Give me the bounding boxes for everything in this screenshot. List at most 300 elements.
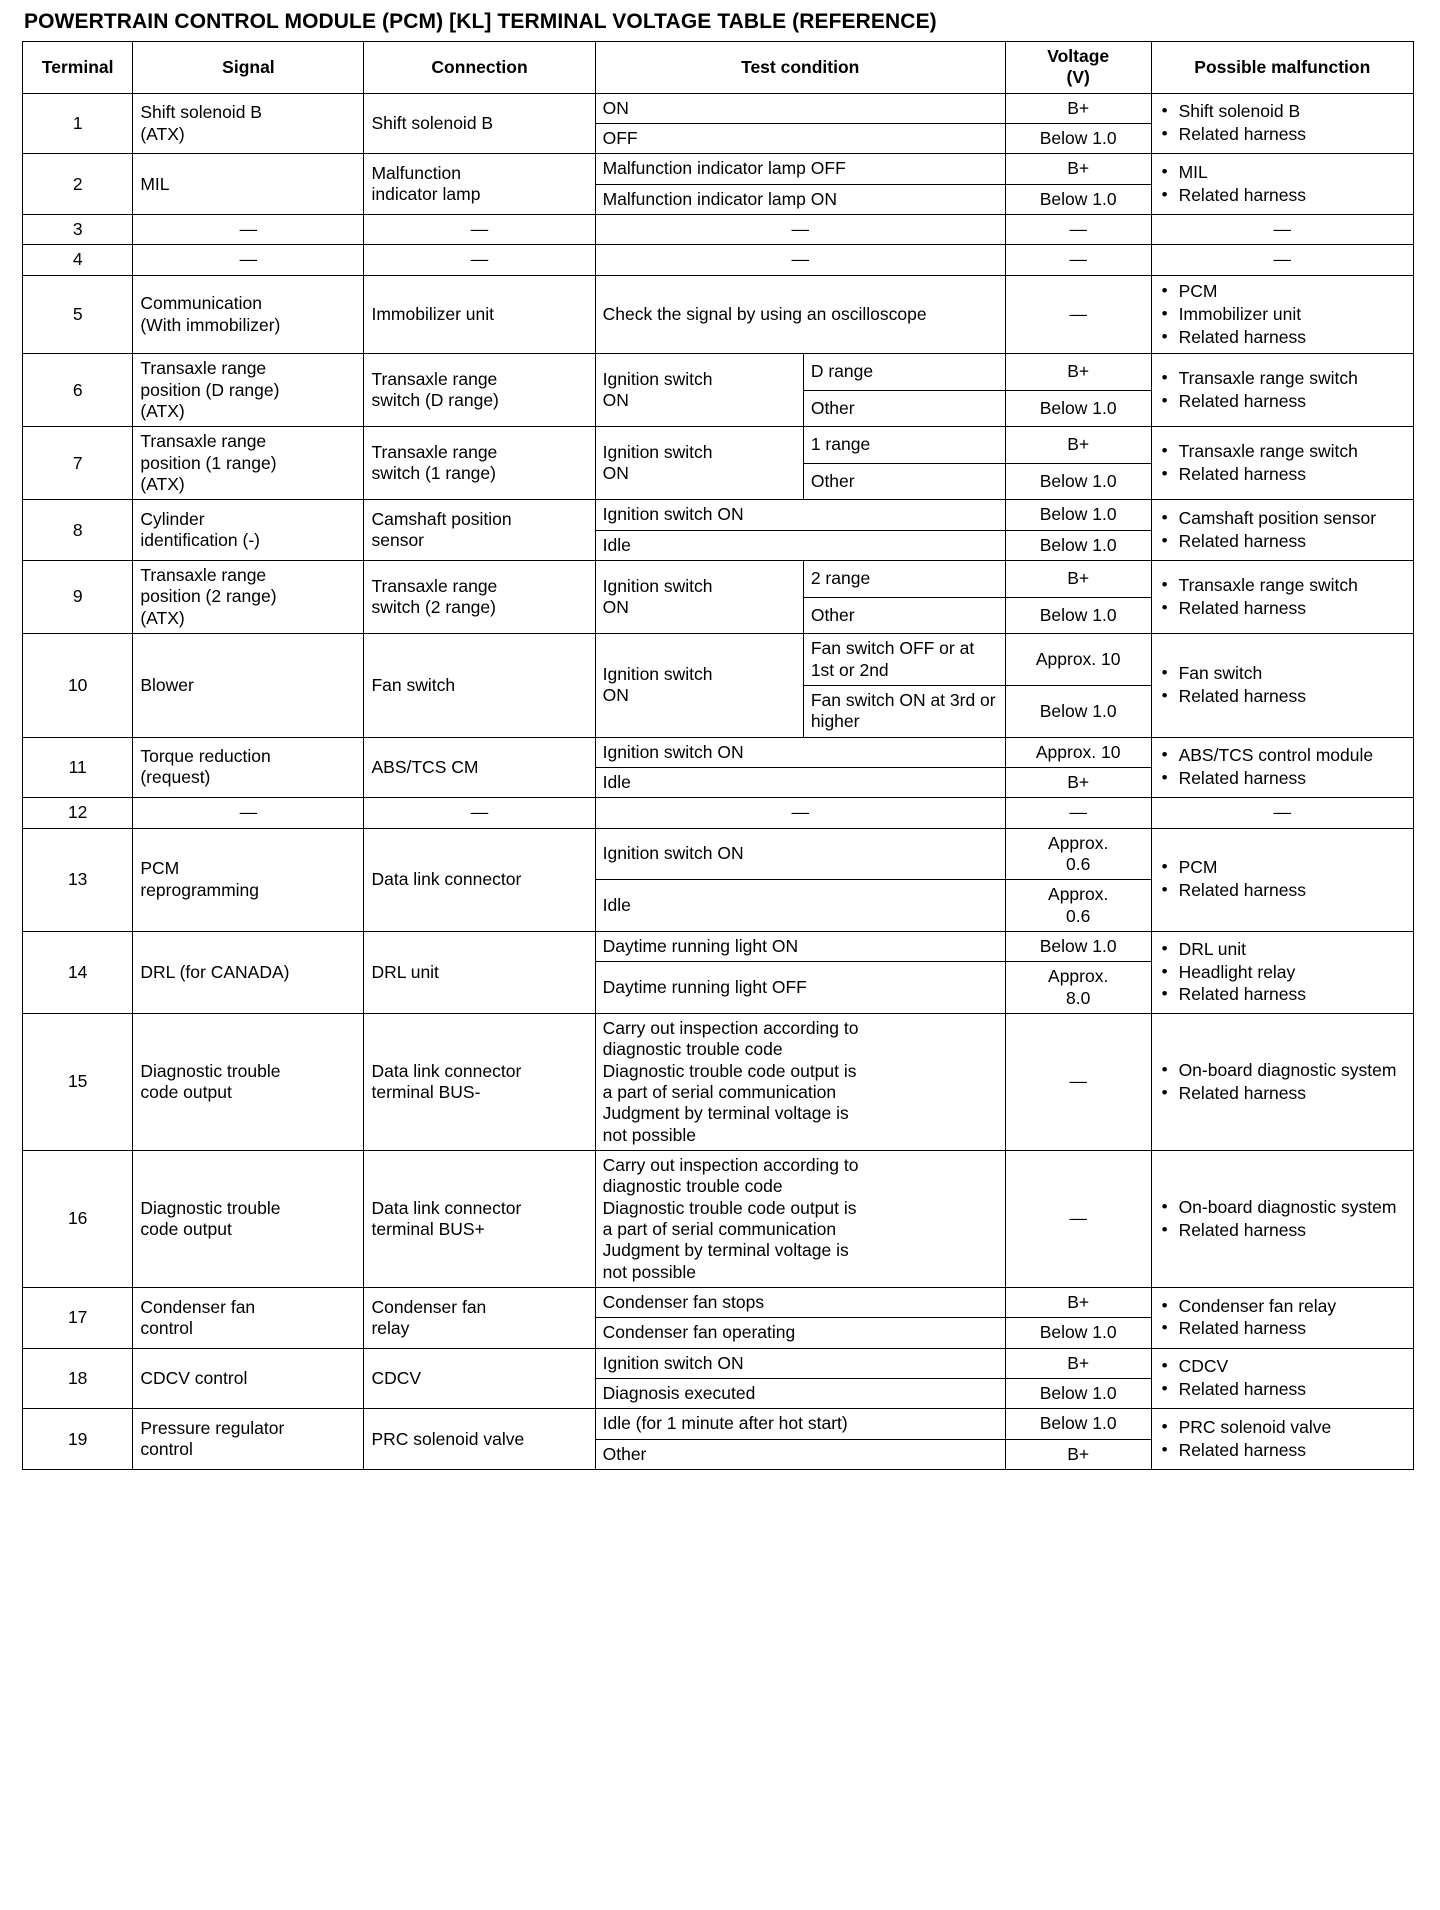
malfunction-item: • Related harness	[1177, 686, 1406, 708]
text-line: switch (1 range)	[371, 463, 496, 484]
text-line: Blower	[140, 674, 194, 695]
malfunction-item: • Related harness	[1177, 1220, 1406, 1242]
cell-voltage: Below 1.0	[1005, 390, 1151, 427]
text-line: Transaxle range	[140, 431, 267, 452]
table-row	[23, 245, 1414, 275]
cell-voltage: B+	[1005, 427, 1151, 464]
text-line: ON	[602, 390, 629, 411]
text-line: Data link connector	[371, 1060, 522, 1081]
text-line: indicator lamp	[371, 184, 481, 205]
text-line: Carry out inspection according to	[602, 1155, 859, 1176]
cell-terminal: 9	[23, 561, 133, 634]
cell-test-condition: —	[595, 215, 1005, 245]
text-line: diagnostic trouble code	[602, 1039, 783, 1060]
cell-possible-malfunction: —	[1151, 245, 1413, 275]
table-row	[23, 500, 1414, 530]
cell-signal	[133, 427, 364, 500]
text-line: Diagnostic trouble	[140, 1060, 281, 1081]
cell-terminal: 5	[23, 275, 133, 354]
text-line: switch (D range)	[371, 390, 499, 411]
cell-connection	[364, 737, 595, 798]
cell-connection	[364, 275, 595, 354]
malfunction-item: • ABS/TCS control module	[1177, 745, 1406, 767]
cell-test-condition: Malfunction indicator lamp OFF	[595, 154, 1005, 184]
text-line: relay	[371, 1317, 410, 1338]
cell-test-condition: Idle	[595, 767, 1005, 797]
table-row	[23, 798, 1414, 828]
text-line: Diagnostic trouble code output is	[602, 1060, 857, 1081]
text-line: Communication	[140, 293, 262, 314]
cell-terminal: 8	[23, 500, 133, 561]
text-line: Diagnostic trouble	[140, 1197, 281, 1218]
cell-voltage: Below 1.0	[1005, 685, 1151, 737]
cell-voltage: Below 1.0	[1005, 597, 1151, 634]
table-row	[23, 275, 1414, 354]
text-line: terminal BUS+	[371, 1219, 485, 1240]
cell-connection	[364, 354, 595, 427]
cell-signal	[133, 828, 364, 931]
text-line: (ATX)	[140, 474, 185, 495]
cell-test-condition: Ignition switch ON	[595, 1348, 1005, 1378]
terminal-voltage-table	[22, 41, 1414, 1470]
malfunction-list	[1159, 162, 1406, 207]
cell-signal	[133, 1013, 364, 1150]
text-line: Ignition switch	[602, 442, 713, 463]
text-line: (ATX)	[140, 607, 185, 628]
text-line: DRL unit	[371, 961, 439, 982]
cell-test-condition: Ignition switch ON	[595, 828, 1005, 880]
text-line: —	[470, 249, 489, 270]
header-test-condition: Test condition	[595, 42, 1005, 94]
text-line: Ignition switch	[602, 575, 713, 596]
cell-voltage: Below 1.0	[1005, 530, 1151, 560]
cell-test-condition: —	[595, 245, 1005, 275]
cell-signal	[133, 1409, 364, 1470]
text-line: position (2 range)	[140, 586, 277, 607]
cell-connection	[364, 1013, 595, 1150]
text-line: Transaxle range	[371, 442, 498, 463]
cell-voltage: —	[1005, 798, 1151, 828]
cell-voltage: Below 1.0	[1005, 1409, 1151, 1439]
text-line: Data link connector	[371, 1197, 522, 1218]
cell-test-condition: Ignition switch ON	[595, 737, 1005, 767]
text-line: code output	[140, 1082, 232, 1102]
malfunction-item: • Related harness	[1177, 984, 1406, 1006]
text-line: reprogramming	[140, 879, 260, 900]
malfunction-list	[1159, 1197, 1406, 1242]
cell-connection	[364, 93, 595, 154]
text-line: DRL (for CANADA)	[140, 961, 290, 982]
text-line: diagnostic trouble code	[602, 1176, 783, 1197]
malfunction-item: • Related harness	[1177, 391, 1406, 413]
table-row	[23, 634, 1414, 686]
malfunction-item: • Related harness	[1177, 1318, 1406, 1340]
cell-test-condition	[595, 1013, 1005, 1150]
cell-possible-malfunction	[1151, 931, 1413, 1013]
malfunction-item: • Transaxle range switch	[1177, 575, 1406, 597]
cell-test-condition-sub: 1 range	[803, 427, 1005, 464]
cell-voltage: Below 1.0	[1005, 1318, 1151, 1348]
text-line: ON	[602, 463, 629, 484]
cell-possible-malfunction	[1151, 828, 1413, 931]
cell-terminal: 15	[23, 1013, 133, 1150]
cell-connection	[364, 500, 595, 561]
cell-test-condition-sub: Other	[803, 463, 1005, 500]
page-title: POWERTRAIN CONTROL MODULE (PCM) [KL] TERMINAL VOLTAGE TABLE (REFERENCE)	[24, 10, 937, 33]
text-line: Immobilizer unit	[371, 303, 495, 324]
cell-signal	[133, 561, 364, 634]
cell-test-condition-sub: 2 range	[803, 561, 1005, 598]
table-row	[23, 427, 1414, 464]
cell-voltage: —	[1005, 275, 1151, 354]
text-line: identification (-)	[140, 530, 260, 551]
malfunction-item: • Related harness	[1177, 1083, 1406, 1105]
text-line: Transaxle range	[371, 369, 498, 390]
header-voltage-line2: (V)	[1066, 67, 1090, 88]
text-line: —	[239, 249, 258, 270]
text-line: control	[140, 1317, 193, 1338]
cell-possible-malfunction	[1151, 1288, 1413, 1349]
malfunction-item: • CDCV	[1177, 1356, 1406, 1378]
header-signal: Signal	[133, 42, 364, 94]
cell-signal	[133, 1348, 364, 1409]
cell-voltage: Approx. 10	[1005, 737, 1151, 767]
cell-possible-malfunction	[1151, 1151, 1413, 1288]
cell-test-condition: Idle (for 1 minute after hot start)	[595, 1409, 1005, 1439]
cell-voltage: Approx. 10	[1005, 634, 1151, 686]
text-line: switch (2 range)	[371, 597, 496, 618]
cell-signal	[133, 798, 364, 828]
malfunction-item: • Related harness	[1177, 531, 1406, 553]
text-line: —	[470, 219, 489, 240]
cell-connection	[364, 154, 595, 215]
malfunction-item: • DRL unit	[1177, 939, 1406, 961]
cell-voltage: Below 1.0	[1005, 1379, 1151, 1409]
malfunction-item: • Related harness	[1177, 464, 1406, 486]
cell-signal	[133, 737, 364, 798]
malfunction-item: • Related harness	[1177, 124, 1406, 146]
table-row	[23, 1348, 1414, 1378]
malfunction-list	[1159, 1417, 1406, 1462]
text-line: Pressure regulator	[140, 1417, 285, 1438]
table-row	[23, 561, 1414, 598]
malfunction-item: • MIL	[1177, 162, 1406, 184]
text-line: Condenser fan	[140, 1296, 256, 1317]
header-connection: Connection	[364, 42, 595, 94]
cell-connection	[364, 1409, 595, 1470]
text-line: CDCV control	[140, 1367, 248, 1388]
cell-possible-malfunction	[1151, 737, 1413, 798]
malfunction-item: • PRC solenoid valve	[1177, 1417, 1406, 1439]
cell-voltage: B+	[1005, 1348, 1151, 1378]
cell-voltage: —	[1005, 1013, 1151, 1150]
text-line: —	[239, 219, 258, 240]
table-row	[23, 931, 1414, 961]
cell-terminal: 6	[23, 354, 133, 427]
text-line: Data link connector	[371, 869, 522, 890]
cell-voltage: B+	[1005, 561, 1151, 598]
malfunction-list	[1159, 281, 1406, 349]
table-row	[23, 93, 1414, 123]
cell-terminal: 10	[23, 634, 133, 737]
cell-signal	[133, 1151, 364, 1288]
text-line: code output	[140, 1219, 232, 1240]
cell-signal	[133, 93, 364, 154]
text-line: a part of serial communication	[602, 1219, 837, 1240]
malfunction-list	[1159, 857, 1406, 902]
cell-signal	[133, 245, 364, 275]
table-body	[23, 93, 1414, 1469]
malfunction-item: • Related harness	[1177, 880, 1406, 902]
malfunction-item: • Related harness	[1177, 598, 1406, 620]
text-line: Fan switch	[371, 674, 456, 695]
table-row	[23, 1409, 1414, 1439]
table-row	[23, 1288, 1414, 1318]
text-line: ON	[602, 597, 629, 618]
cell-possible-malfunction	[1151, 500, 1413, 561]
cell-voltage: Approx. 0.6	[1005, 828, 1151, 880]
text-line: Ignition switch	[602, 664, 713, 684]
cell-test-condition: Ignition switch ON	[595, 500, 1005, 530]
cell-signal	[133, 354, 364, 427]
text-line: control	[140, 1439, 193, 1460]
malfunction-list	[1159, 663, 1406, 708]
cell-voltage: Below 1.0	[1005, 463, 1151, 500]
text-line: Judgment by terminal voltage is	[602, 1240, 849, 1261]
malfunction-item: • Fan switch	[1177, 663, 1406, 685]
cell-test-condition: Other	[595, 1439, 1005, 1469]
cell-voltage: —	[1005, 215, 1151, 245]
table-header	[23, 42, 1414, 94]
cell-test-condition-sub: Other	[803, 597, 1005, 634]
malfunction-item: • Related harness	[1177, 327, 1406, 349]
cell-test-condition-sub: Other	[803, 390, 1005, 427]
cell-terminal: 16	[23, 1151, 133, 1288]
cell-signal	[133, 931, 364, 1013]
cell-test-condition: —	[595, 798, 1005, 828]
header-row	[23, 42, 1414, 94]
malfunction-item: • Related harness	[1177, 1379, 1406, 1401]
cell-test-condition	[595, 1151, 1005, 1288]
text-line: PCM	[140, 858, 180, 879]
cell-terminal: 17	[23, 1288, 133, 1349]
cell-test-condition-sub: Fan switch OFF or at 1st or 2nd	[803, 634, 1005, 686]
text-line: Transaxle range	[371, 575, 498, 596]
malfunction-list	[1159, 575, 1406, 620]
malfunction-item: • Related harness	[1177, 1440, 1406, 1462]
header-voltage	[1005, 42, 1151, 94]
malfunction-item: • Related harness	[1177, 768, 1406, 790]
cell-voltage: Below 1.0	[1005, 931, 1151, 961]
cell-test-condition: Condenser fan operating	[595, 1318, 1005, 1348]
cell-terminal: 7	[23, 427, 133, 500]
malfunction-list	[1159, 1060, 1406, 1105]
cell-test-condition-main	[595, 354, 803, 427]
text-line: MIL	[140, 173, 170, 194]
text-line: (ATX)	[140, 401, 185, 422]
cell-connection	[364, 931, 595, 1013]
cell-connection	[364, 798, 595, 828]
cell-voltage: Below 1.0	[1005, 184, 1151, 214]
malfunction-list	[1159, 1296, 1406, 1341]
table-row	[23, 1013, 1414, 1150]
cell-terminal: 12	[23, 798, 133, 828]
text-line: Malfunction	[371, 162, 461, 183]
cell-test-condition-sub: Fan switch ON at 3rd or higher	[803, 685, 1005, 737]
text-line: Transaxle range	[140, 358, 267, 379]
text-line: a part of serial communication	[602, 1082, 837, 1102]
cell-voltage: Below 1.0	[1005, 500, 1151, 530]
cell-test-condition: Malfunction indicator lamp ON	[595, 184, 1005, 214]
malfunction-item: • Condenser fan relay	[1177, 1296, 1406, 1318]
cell-possible-malfunction	[1151, 1409, 1413, 1470]
cell-test-condition-main	[595, 634, 803, 737]
malfunction-item: • On-board diagnostic system	[1177, 1197, 1406, 1219]
cell-voltage: Below 1.0	[1005, 124, 1151, 154]
text-line: (With immobilizer)	[140, 314, 281, 335]
malfunction-list	[1159, 368, 1406, 413]
malfunction-list	[1159, 745, 1406, 790]
cell-signal	[133, 1288, 364, 1349]
cell-signal	[133, 634, 364, 737]
cell-test-condition: Daytime running light OFF	[595, 962, 1005, 1014]
cell-voltage: B+	[1005, 767, 1151, 797]
text-line: Transaxle range	[140, 565, 267, 586]
text-line: —	[470, 802, 489, 823]
malfunction-item: • Immobilizer unit	[1177, 304, 1406, 326]
text-line: ABS/TCS CM	[371, 756, 479, 777]
cell-possible-malfunction	[1151, 561, 1413, 634]
text-line: PRC solenoid valve	[371, 1428, 525, 1449]
cell-voltage: —	[1005, 245, 1151, 275]
cell-signal	[133, 275, 364, 354]
cell-test-condition-main	[595, 427, 803, 500]
cell-connection	[364, 561, 595, 634]
text-line: not possible	[602, 1261, 697, 1282]
text-line: (request)	[140, 767, 211, 788]
malfunction-list	[1159, 1356, 1406, 1401]
malfunction-item: • Related harness	[1177, 185, 1406, 207]
cell-connection	[364, 828, 595, 931]
cell-connection	[364, 1151, 595, 1288]
cell-terminal: 3	[23, 215, 133, 245]
text-line: ON	[602, 685, 629, 706]
malfunction-item: • Shift solenoid B	[1177, 101, 1406, 123]
text-line: Carry out inspection according to	[602, 1017, 859, 1038]
cell-test-condition: Condenser fan stops	[595, 1288, 1005, 1318]
cell-connection	[364, 427, 595, 500]
cell-test-condition: Idle	[595, 530, 1005, 560]
table-row	[23, 154, 1414, 184]
cell-terminal: 1	[23, 93, 133, 154]
text-line: CDCV	[371, 1367, 422, 1388]
text-line: Judgment by terminal voltage is	[602, 1103, 849, 1124]
cell-voltage: B+	[1005, 1439, 1151, 1469]
cell-connection	[364, 245, 595, 275]
cell-signal	[133, 500, 364, 561]
text-line: (ATX)	[140, 123, 185, 144]
cell-test-condition-sub: D range	[803, 354, 1005, 391]
cell-possible-malfunction	[1151, 275, 1413, 354]
cell-possible-malfunction: —	[1151, 215, 1413, 245]
cell-voltage: B+	[1005, 154, 1151, 184]
cell-test-condition: Check the signal by using an oscilloscope	[595, 275, 1005, 354]
cell-possible-malfunction	[1151, 427, 1413, 500]
text-line: sensor	[371, 530, 425, 551]
malfunction-item: • PCM	[1177, 857, 1406, 879]
cell-voltage: B+	[1005, 1288, 1151, 1318]
cell-voltage: B+	[1005, 93, 1151, 123]
text-line: terminal BUS-	[371, 1082, 481, 1102]
header-possible-malfunction: Possible malfunction	[1151, 42, 1413, 94]
cell-terminal: 19	[23, 1409, 133, 1470]
text-line: Diagnostic trouble code output is	[602, 1197, 857, 1218]
table-row	[23, 354, 1414, 391]
cell-terminal: 2	[23, 154, 133, 215]
malfunction-item: • Camshaft position sensor	[1177, 508, 1406, 530]
cell-terminal: 18	[23, 1348, 133, 1409]
cell-voltage: Approx. 8.0	[1005, 962, 1151, 1014]
text-line: position (D range)	[140, 379, 280, 400]
table-row	[23, 215, 1414, 245]
cell-test-condition: Diagnosis executed	[595, 1379, 1005, 1409]
cell-test-condition: Daytime running light ON	[595, 931, 1005, 961]
malfunction-item: • PCM	[1177, 281, 1406, 303]
cell-test-condition: ON	[595, 93, 1005, 123]
cell-terminal: 13	[23, 828, 133, 931]
cell-possible-malfunction	[1151, 634, 1413, 737]
cell-terminal: 4	[23, 245, 133, 275]
header-terminal: Terminal	[23, 42, 133, 94]
malfunction-list	[1159, 939, 1406, 1007]
cell-test-condition: Idle	[595, 880, 1005, 932]
header-voltage-line1: Voltage	[1047, 46, 1110, 66]
cell-possible-malfunction	[1151, 93, 1413, 154]
malfunction-list	[1159, 508, 1406, 553]
text-line: —	[239, 802, 258, 823]
malfunction-item: • On-board diagnostic system	[1177, 1060, 1406, 1082]
cell-connection	[364, 1288, 595, 1349]
cell-signal	[133, 215, 364, 245]
cell-voltage: Approx. 0.6	[1005, 880, 1151, 932]
cell-possible-malfunction	[1151, 1348, 1413, 1409]
cell-terminal: 11	[23, 737, 133, 798]
cell-connection	[364, 1348, 595, 1409]
cell-connection	[364, 215, 595, 245]
text-line: Condenser fan	[371, 1296, 487, 1317]
cell-signal	[133, 154, 364, 215]
text-line: Camshaft position	[371, 508, 512, 529]
text-line: not possible	[602, 1124, 697, 1145]
cell-voltage: B+	[1005, 354, 1151, 391]
text-line: Shift solenoid B	[371, 112, 494, 133]
cell-possible-malfunction: —	[1151, 798, 1413, 828]
cell-connection	[364, 634, 595, 737]
cell-possible-malfunction	[1151, 154, 1413, 215]
text-line: Ignition switch	[602, 369, 713, 390]
cell-test-condition-main	[595, 561, 803, 634]
malfunction-list	[1159, 441, 1406, 486]
cell-voltage: —	[1005, 1151, 1151, 1288]
cell-test-condition: OFF	[595, 124, 1005, 154]
malfunction-list	[1159, 101, 1406, 146]
text-line: Shift solenoid B	[140, 102, 262, 123]
malfunction-item: • Transaxle range switch	[1177, 441, 1406, 463]
malfunction-item: • Transaxle range switch	[1177, 368, 1406, 390]
text-line: Cylinder	[140, 508, 205, 529]
table-row	[23, 737, 1414, 767]
table-row	[23, 828, 1414, 880]
